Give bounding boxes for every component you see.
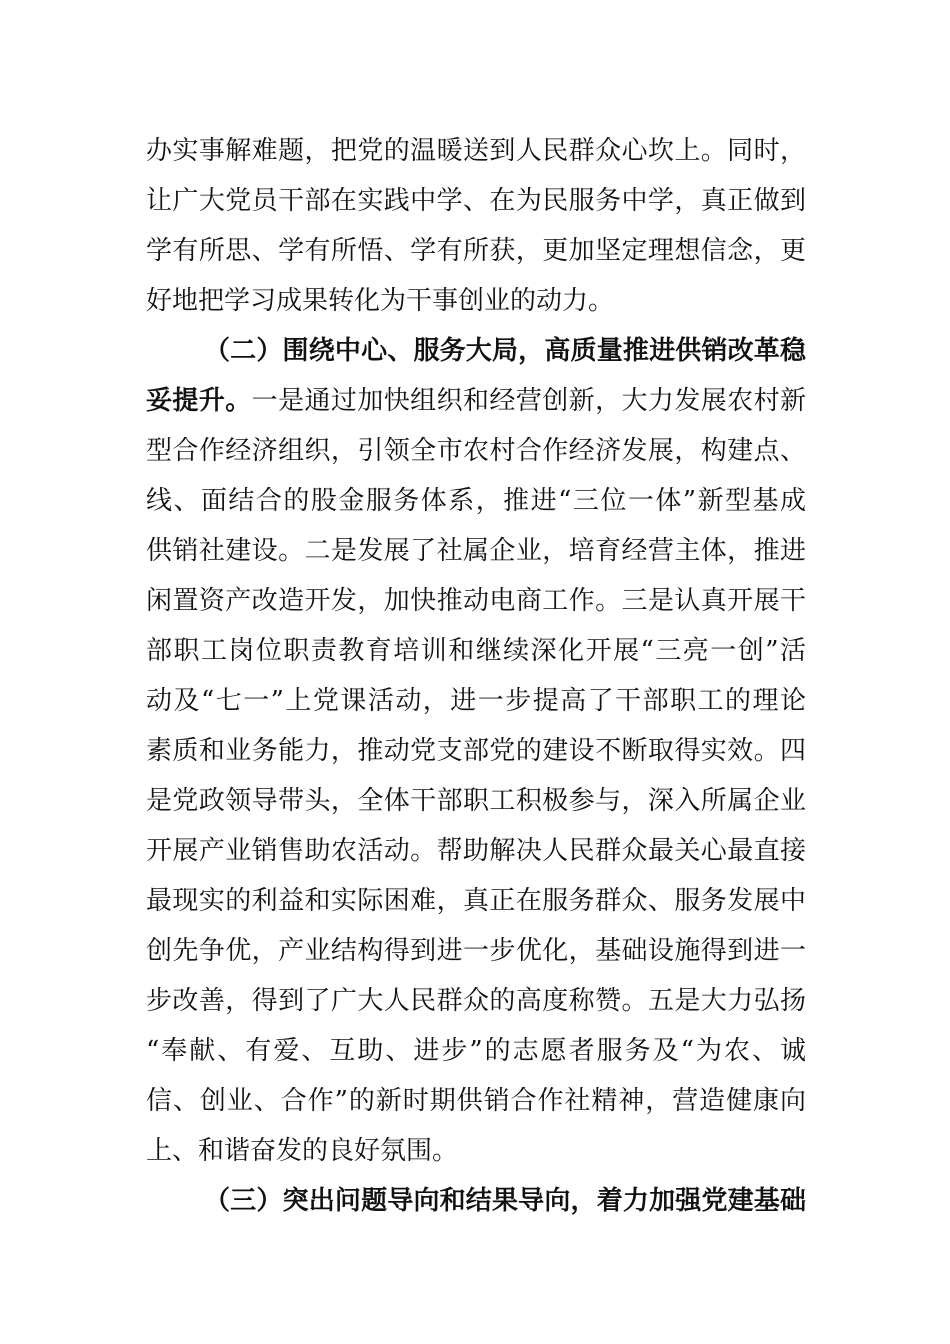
text-line: 信、创业、合作”的新时期供销合作社精神，营造健康向 xyxy=(146,1086,806,1116)
text-line: 闲置资产改造开发，加快推动电商工作。三是认真开展干 xyxy=(146,586,806,616)
text-line: 线、面结合的股金服务体系，推进“三位一体”新型基成 xyxy=(146,486,806,516)
text-line: 部职工岗位职责教育培训和继续深化开展“三亮一创”活 xyxy=(146,636,806,666)
text-line: 创先争优，产业结构得到进一步优化，基础设施得到进一 xyxy=(146,936,806,966)
section-heading: （三）突出问题导向和结果导向，着力加强党建基础 xyxy=(204,1186,806,1216)
text-line: 学有所思、学有所悟、学有所获，更加坚定理想信念，更 xyxy=(146,236,806,266)
text-line: “奉献、有爱、互助、进步”的志愿者服务及“为农、诚 xyxy=(146,1036,806,1066)
section-heading: （二）围绕中心、服务大局，高质量推进供销改革稳 xyxy=(204,336,806,366)
text-line: 素质和业务能力，推动党支部党的建设不断取得实效。四 xyxy=(146,736,806,766)
text-line: 型合作经济组织，引领全市农村合作经济发展，构建点、 xyxy=(146,436,806,466)
text-line: 供销社建设。二是发展了社属企业，培育经营主体，推进 xyxy=(146,536,806,566)
paragraph-2 xyxy=(146,326,806,1176)
text-line: 是党政领导带头，全体干部职工积极参与，深入所属企业 xyxy=(146,786,806,816)
text-line: 办实事解难题，把党的温暖送到人民群众心坎上。同时， xyxy=(146,136,806,166)
text-line-rest: 一是通过加快组织和经营创新，大力发展农村新 xyxy=(251,386,806,416)
paragraph-1 xyxy=(146,126,806,326)
paragraph-3 xyxy=(146,1176,806,1226)
text-line: 好地把学习成果转化为干事创业的动力。 xyxy=(146,286,615,316)
text-line: 动及“七一”上党课活动，进一步提高了干部职工的理论 xyxy=(146,686,806,716)
section-heading-continued: 妥提升。 xyxy=(146,386,252,416)
text-line: 让广大党员干部在实践中学、在为民服务中学，真正做到 xyxy=(146,186,806,216)
document-page xyxy=(146,126,806,1226)
text-line: 开展产业销售助农活动。帮助解决人民群众最关心最直接 xyxy=(146,836,806,866)
text-line: 步改善，得到了广大人民群众的高度称赞。五是大力弘扬 xyxy=(146,986,806,1016)
text-line xyxy=(146,376,806,426)
text-line: 上、和谐奋发的良好氛围。 xyxy=(146,1136,459,1166)
text-line: 最现实的利益和实际困难，真正在服务群众、服务发展中 xyxy=(146,886,806,916)
